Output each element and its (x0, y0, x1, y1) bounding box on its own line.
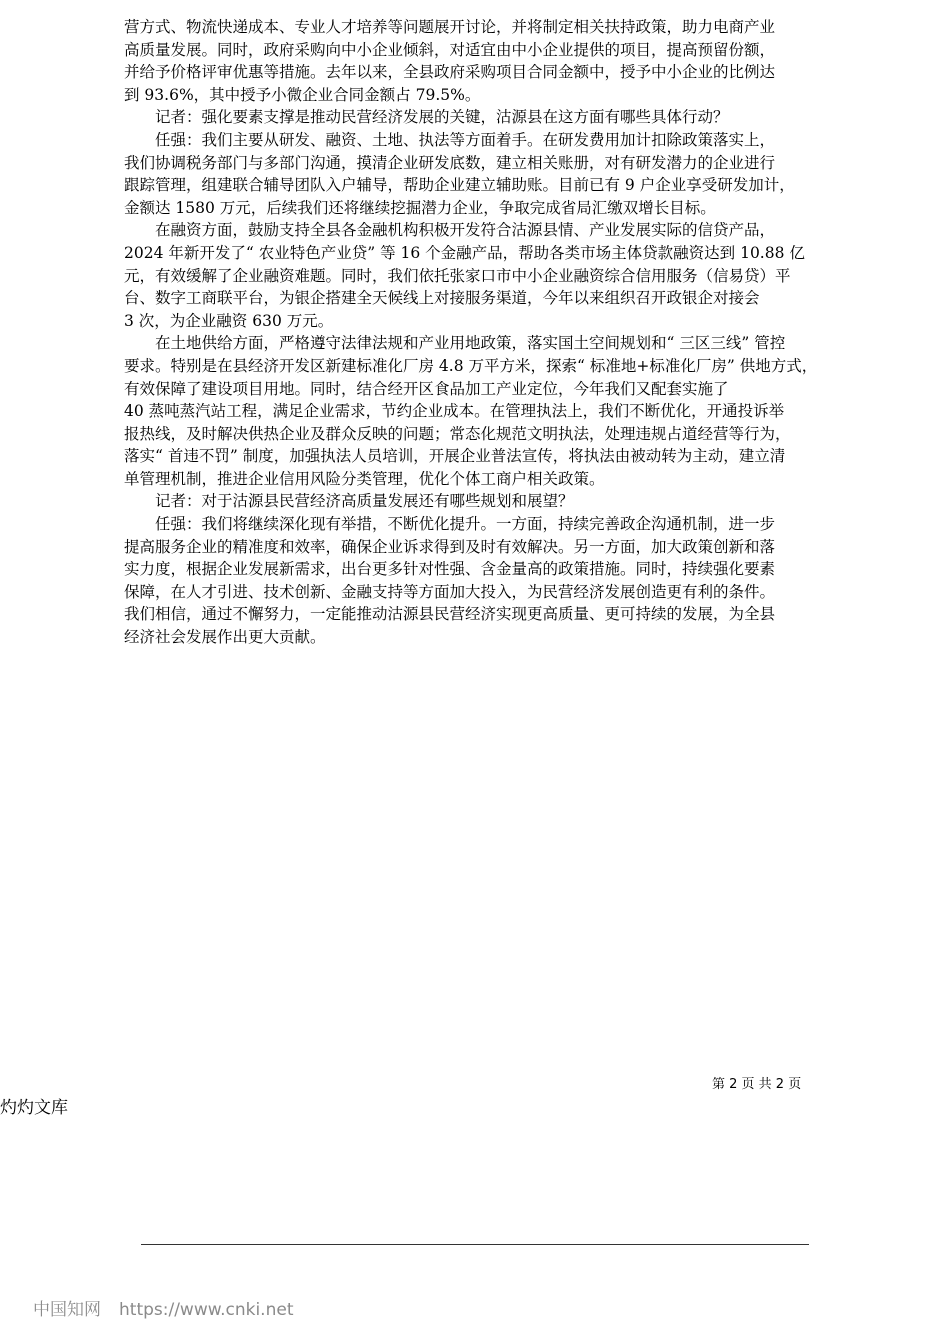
text-line: 保障，在人才引进、技术创新、金融支持等方面加大投入，为民营经济发展创造更有利的条件。 (124, 582, 776, 601)
text-line: 单管理机制，推进企业信用风险分类管理，优化个体工商户相关政策。 (124, 469, 605, 488)
paragraph-start: 在土地供给方面，严格遵守法律法规和产业用地政策，落实国土空间规划和“ 三区三线” 管控 (155, 334, 786, 353)
article-body (124, 16, 840, 649)
text-line: 提高服务企业的精准度和效率，确保企业诉求得到及时有效解决。另一方面，加大政策创新和落 (124, 537, 776, 556)
text-line: 要求。特别是在县经济开发区新建标准化厂房 4.8 万平方米，探索“ 标准地+标准化厂房” 供地方式， (124, 356, 818, 375)
page-number: 第 2 页 共 2 页 (712, 1077, 802, 1092)
footer-url[interactable]: https://www.cnki.net (119, 1300, 294, 1320)
text-line: 到 93.6%，其中授予小微企业合同金额占 79.5%。 (124, 85, 481, 104)
text-line: 金额达 1580 万元，后续我们还将继续挖掘潜力企业，争取完成省局汇缴双增长目标。 (124, 198, 716, 217)
footer-credit (33, 1295, 293, 1320)
text-line: 报热线，及时解决供热企业及群众反映的问题；常态化规范文明执法，处理违规占道经营等行为， (124, 424, 791, 443)
footer-site-name: 中国知网 (33, 1300, 101, 1320)
paragraph-start: 在融资方面，鼓励支持全县各金融机构积极开发符合沽源县情、产业发展实际的信贷产品， (155, 221, 776, 240)
text-line: 我们协调税务部门与多部门沟通，摸清企业研发底数，建立相关账册，对有研发潜力的企业进行 (124, 153, 776, 172)
interviewee-answer: 任强：我们将继续深化现有举措，不断优化提升。一方面，持续完善政企沟通机制，进一步 (155, 515, 776, 534)
text-line: 我们相信，通过不懈努力，一定能推动沽源县民营经济实现更高质量、更可持续的发展，为全县 (124, 605, 776, 624)
text-line: 营方式、物流快递成本、专业人才培养等问题展开讨论，并将制定相关扶持政策，助力电商产业 (124, 18, 776, 36)
text-line: 实力度，根据企业发展新需求，出台更多针对性强、含金量高的政策措施。同时，持续强化要素 (124, 560, 776, 579)
text-line: 跟踪管理，组建联合辅导团队入户辅导，帮助企业建立辅助账。目前已有 9 户企业享受研发加计， (124, 176, 795, 195)
text-line: 经济社会发展作出更大贡献。 (124, 628, 326, 647)
interviewee-answer: 任强：我们主要从研发、融资、土地、执法等方面着手。在研发费用加计扣除政策落实上， (155, 130, 776, 149)
text-line: 元，有效缓解了企业融资难题。同时，我们依托张家口市中小企业融资综合信用服务（信易贷）平 (124, 266, 791, 285)
library-watermark: 灼灼文库 (0, 1098, 68, 1118)
text-line: 40 蒸吨蒸汽站工程，满足企业需求，节约企业成本。在管理执法上，我们不断优化，开通投诉举 (124, 402, 785, 421)
reporter-question: 记者：强化要素支撑是推动民营经济发展的关键，沽源县在这方面有哪些具体行动？ (155, 108, 729, 127)
text-line: 台、数字工商联平台，为银企搭建全天候线上对接服务渠道，今年以来组织召开政银企对接会 (124, 289, 760, 308)
text-line: 3 次，为企业融资 630 万元。 (124, 311, 334, 330)
footer-divider (141, 1244, 809, 1245)
text-line: 并给予价格评审优惠等措施。去年以来，全县政府采购项目合同金额中，授予中小企业的比例达 (124, 63, 776, 82)
text-line: 高质量发展。同时，政府采购向中小企业倾斜，对适宜由中小企业提供的项目，提高预留份额， (124, 40, 776, 59)
text-line: 有效保障了建设项目用地。同时，结合经开区食品加工产业定位，今年我们又配套实施了 (124, 379, 729, 398)
text-line: 2024 年新开发了“ 农业特色产业贷” 等 16 个金融产品，帮助各类市场主体贷款融资达到 10.88 亿 (124, 243, 805, 262)
reporter-question: 记者：对于沽源县民营经济高质量发展还有哪些规划和展望？ (155, 492, 574, 511)
text-line: 落实“ 首违不罚” 制度，加强执法人员培训，开展企业普法宣传，将执法由被动转为主动，建立清 (124, 447, 786, 466)
